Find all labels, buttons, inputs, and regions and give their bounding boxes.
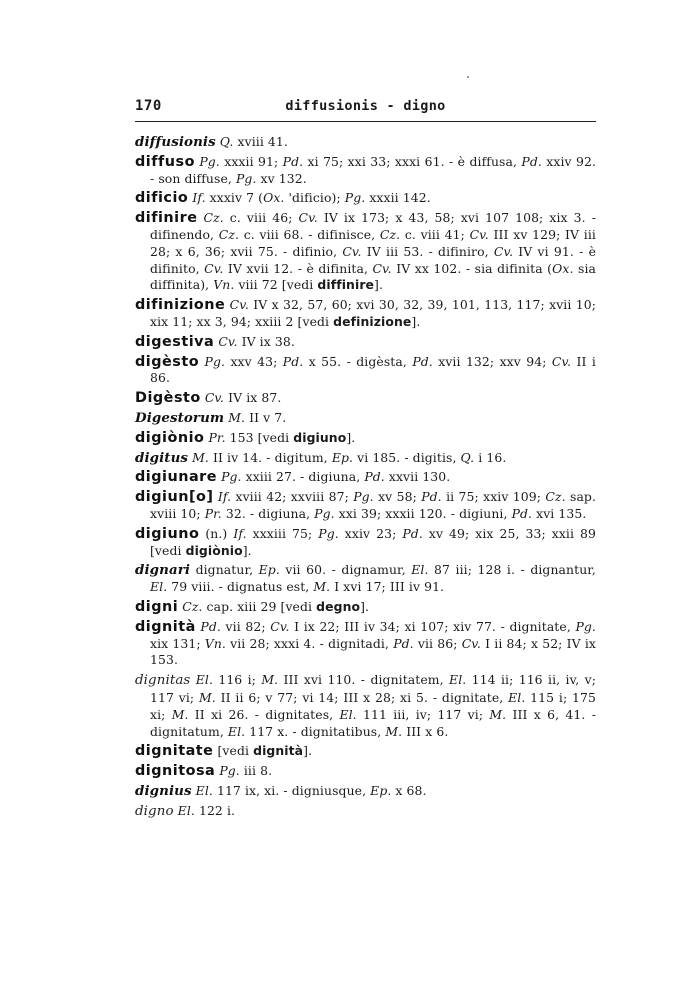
cross-reference: dignità xyxy=(253,743,304,759)
source-abbrev: Pg. xyxy=(199,153,220,169)
entry-text: II ii 6; v 77; vi 14; III x 28; xi 5. - dignitate, xyxy=(215,689,509,705)
entry-text: xxxiv 7 ( xyxy=(205,190,264,206)
entry-text: 115 i; 175 xi; xyxy=(150,689,596,722)
entry-text: i 16. xyxy=(474,449,507,465)
entry-text: (n.) xyxy=(199,525,234,541)
entry-text: IV xvii 12. - è difinita, xyxy=(223,260,373,276)
source-abbrev: Pd. xyxy=(412,353,433,369)
source-abbrev: El. xyxy=(195,672,213,688)
entry-text: 114 ii; 116 ii, iv, v; 117 vi; xyxy=(150,672,596,705)
entry-text: c. viii 68. - difinisce, xyxy=(239,226,380,242)
entry-dignari xyxy=(135,562,596,596)
entry-text: IV xx 102. - sia difinita ( xyxy=(391,260,553,276)
source-abbrev: Ep. xyxy=(370,782,392,798)
source-abbrev: M. xyxy=(313,579,331,595)
source-abbrev: Pg. xyxy=(204,353,226,369)
entry-text: ]. xyxy=(411,313,421,329)
entry-Digestorum xyxy=(135,410,596,427)
entry-text: 117 ix, xi. - digniusque, xyxy=(212,782,371,798)
entry-text: IV ix 87. xyxy=(224,390,282,406)
entry-difinizione xyxy=(135,297,596,331)
cross-reference: definizione xyxy=(333,313,412,329)
entry-text: II v 7. xyxy=(245,409,287,425)
entry-dignitosa xyxy=(135,763,596,780)
source-abbrev: Cv. xyxy=(270,618,290,634)
source-abbrev: Cv. xyxy=(551,353,572,369)
entry-digni xyxy=(135,599,596,616)
entry-diffuso xyxy=(135,154,596,188)
source-abbrev: Cv. xyxy=(204,390,225,406)
source-abbrev: M. xyxy=(489,706,507,722)
entry-text: ]. xyxy=(303,743,313,759)
source-abbrev: M. xyxy=(261,672,279,688)
headword: dignitas xyxy=(135,673,191,689)
entry-text: ]. xyxy=(360,598,370,614)
source-abbrev: Cv. xyxy=(204,260,224,276)
headword: digèsto xyxy=(135,353,200,370)
speck-mark xyxy=(467,76,469,78)
source-abbrev: If. xyxy=(192,190,206,206)
source-abbrev: Ep. xyxy=(258,562,280,578)
source-abbrev: Cz. xyxy=(218,226,240,242)
source-abbrev: El. xyxy=(195,782,213,798)
source-abbrev: Cv. xyxy=(342,243,362,259)
entry-text: c. viii 41; xyxy=(400,226,470,242)
source-abbrev: Q. xyxy=(219,134,234,149)
source-abbrev: Q. xyxy=(460,449,475,465)
entry-text: dignatur, xyxy=(190,562,259,578)
entry-text: 87 iii; 128 i. - dignantur, xyxy=(428,562,596,578)
source-abbrev: Pg. xyxy=(235,170,257,186)
entry-text: vii 86; xyxy=(413,635,462,651)
entry-text: xxv 43; xyxy=(225,353,283,369)
entry-dificio xyxy=(135,190,596,207)
source-abbrev: Cv. xyxy=(493,243,514,259)
source-abbrev: If. xyxy=(217,489,232,505)
entry-text: III x 6. xyxy=(402,723,449,739)
headword: digiun[o] xyxy=(135,489,214,506)
entry-text: x 55. - digèsta, xyxy=(303,353,413,369)
entry-digestiva xyxy=(135,334,596,351)
entry-text: III xvi 110. - dignitatem, xyxy=(278,672,450,688)
entry-dignius xyxy=(135,783,596,800)
source-abbrev: Ep. xyxy=(331,449,354,465)
entry-text: sap. xviii 10; xyxy=(150,489,597,521)
headword: Digèsto xyxy=(135,390,201,407)
entry-text: II iv 14. - digitum, xyxy=(208,449,332,465)
entry-text: xxi 39; xxxii 120. - digiuni, xyxy=(334,505,512,521)
source-abbrev: Pd. xyxy=(393,635,414,651)
source-abbrev: Pg. xyxy=(219,763,240,779)
entry-text: III x 6, 41. - dignitatum, xyxy=(150,706,596,739)
page-number: 170 xyxy=(135,98,162,114)
entry-text: 32. - digiuna, xyxy=(221,505,315,521)
entry-text: x 68. xyxy=(391,782,427,798)
entry-text: I xvi 17; III iv 91. xyxy=(330,579,445,595)
source-abbrev: M. xyxy=(199,689,216,705)
headword: difinire xyxy=(135,210,198,227)
entry-text: xxxiii 75; xyxy=(246,525,319,541)
entry-text: xvii 132; xxv 94; xyxy=(432,353,552,369)
entry-dignita xyxy=(135,619,596,669)
cross-reference: digiuno xyxy=(293,429,347,445)
source-abbrev: Vn. xyxy=(204,635,226,651)
source-abbrev: Pg. xyxy=(353,489,374,505)
entry-digionio xyxy=(135,430,596,447)
source-abbrev: Pd. xyxy=(402,525,423,541)
entry-text: [vedi xyxy=(213,743,254,759)
source-abbrev: Cv. xyxy=(229,297,249,313)
source-abbrev: El. xyxy=(150,579,168,595)
entry-text: 'dificio); xyxy=(284,190,345,206)
entry-text: vi 185. - digitis, xyxy=(353,449,461,465)
source-abbrev: Pd. xyxy=(200,618,221,634)
source-abbrev: M. xyxy=(385,723,403,739)
source-abbrev: Cz. xyxy=(545,489,566,505)
source-abbrev: El. xyxy=(339,706,357,722)
entry-text: xv 58; xyxy=(373,489,422,505)
entry-text: ]. xyxy=(346,429,356,445)
entry-text: xxiii 27. - digiuna, xyxy=(241,469,365,485)
source-abbrev: El. xyxy=(449,672,467,688)
source-abbrev: Ox. xyxy=(263,190,285,206)
source-abbrev: Pd. xyxy=(511,505,533,521)
source-abbrev: Pd. xyxy=(364,469,385,485)
source-abbrev: El. xyxy=(411,562,429,578)
headword: dignitosa xyxy=(135,763,216,780)
running-head: diffusionis - digno xyxy=(285,98,446,114)
entry-text: ]. xyxy=(242,542,252,558)
entry-diffusionis xyxy=(135,134,596,151)
source-abbrev: Cv. xyxy=(218,333,238,349)
entry-text: IV ix 173; x 43, 58; xvi 107 108; xix 3. - difinendo, xyxy=(150,210,596,242)
entry-text: xxvii 130. xyxy=(384,469,451,485)
headword: digiunare xyxy=(135,469,218,486)
entry-text: xvi 135. xyxy=(532,505,587,521)
source-abbrev: Cv. xyxy=(298,210,318,226)
source-abbrev: Pg. xyxy=(314,505,335,521)
source-abbrev: Cz. xyxy=(203,210,224,226)
source-abbrev: Pr. xyxy=(208,429,226,445)
entry-digiunare xyxy=(135,469,596,486)
entry-text: 153 [vedi xyxy=(225,429,294,445)
entry-digiuno-n xyxy=(135,526,596,560)
entry-text: III xv 129; IV iii 28; x 6, 36; xvii 75. - difinio, xyxy=(150,226,596,259)
cross-reference: diffinire xyxy=(317,277,375,293)
source-abbrev: Cv. xyxy=(469,226,489,242)
entry-text: ]. xyxy=(374,277,384,293)
entry-digno xyxy=(135,803,596,821)
entry-text: xi 75; xxi 33; xxxi 61. - è diffusa, xyxy=(303,153,522,169)
entry-text: sia diffinita), xyxy=(150,260,596,293)
source-abbrev: Pg. xyxy=(318,525,339,541)
source-abbrev: M. xyxy=(171,706,189,722)
entry-dignitas xyxy=(135,672,596,740)
source-abbrev: El. xyxy=(508,689,526,705)
headword: dignius xyxy=(135,782,192,799)
entry-digesto xyxy=(135,354,596,388)
entry-digitus xyxy=(135,450,596,467)
entry-text: xix 131; xyxy=(150,635,205,651)
source-abbrev: Pd. xyxy=(282,353,304,369)
source-abbrev: Vn. xyxy=(213,277,235,293)
source-abbrev: Pg. xyxy=(575,618,596,634)
source-abbrev: Cv. xyxy=(372,260,392,276)
entry-text: xxiv 92. - son diffuse, xyxy=(150,153,597,186)
header-rule xyxy=(135,121,596,122)
source-abbrev: Pr. xyxy=(204,505,222,521)
headword: dignitate xyxy=(135,743,214,760)
headword: digestiva xyxy=(135,333,215,350)
headword: digitus xyxy=(135,449,189,466)
source-abbrev: Cz. xyxy=(379,226,401,242)
entry-text: viii 72 [vedi xyxy=(234,277,318,293)
entry-text: ii 75; xxiv 109; xyxy=(441,489,546,505)
page-header xyxy=(135,98,596,118)
entry-text: xviii 42; xxviii 87; xyxy=(231,489,354,505)
entry-text: IV x 32, 57, 60; xvi 30, 32, 39, 101, 113, 117; xvii 10; xix 11; xx 3, 94; xxiii 2 [vedi xyxy=(150,297,596,329)
headword: dignari xyxy=(135,562,191,579)
headword: dignità xyxy=(135,618,196,635)
entry-difinire xyxy=(135,210,596,294)
entry-text: II i 86. xyxy=(150,353,596,386)
source-abbrev: Cv. xyxy=(461,635,481,651)
entry-text: c. viii 46; xyxy=(223,210,299,226)
entry-text: vii 60. - dignamur, xyxy=(279,562,412,578)
entry-text: xviii 41. xyxy=(233,134,288,149)
entry-text: IV iii 53. - difiniro, xyxy=(361,243,494,259)
entry-text: vii 82; xyxy=(220,618,271,634)
headword: dificio xyxy=(135,190,189,207)
headword: diffusionis xyxy=(135,134,216,150)
entry-digiuno-agg xyxy=(135,489,596,523)
headword: digno xyxy=(135,803,174,819)
headword: difinizione xyxy=(135,297,226,314)
source-abbrev: El. xyxy=(177,802,195,818)
cross-reference: digiònio xyxy=(185,542,243,558)
entry-dignitate xyxy=(135,743,596,760)
entry-text: iii 8. xyxy=(239,763,273,779)
entry-text: xxiv 23; xyxy=(338,525,403,541)
entry-list xyxy=(135,134,596,823)
source-abbrev: M. xyxy=(228,409,246,425)
entry-text: xxxii 91; xyxy=(219,153,283,169)
entry-text: xxxii 142. xyxy=(365,190,431,206)
source-abbrev: Pg. xyxy=(221,469,242,485)
entry-text: xv 132. xyxy=(256,170,307,186)
entry-text: vii 28; xxxi 4. - dignitadi, xyxy=(225,635,394,651)
source-abbrev: Pd. xyxy=(282,153,304,169)
entry-text: 111 iii, iv; 117 vi; xyxy=(356,706,490,722)
source-abbrev: Cz. xyxy=(182,598,203,614)
source-abbrev: Pg. xyxy=(344,190,366,206)
entry-text: xv 49; xix 25, 33; xxii 89 [vedi xyxy=(150,525,596,558)
headword: digni xyxy=(135,598,179,615)
entry-text: I ix 22; III iv 34; xi 107; xiv 77. - dignitate, xyxy=(289,618,576,634)
entry-text: 79 viii. - dignatus est, xyxy=(167,579,314,595)
headword: diffuso xyxy=(135,153,195,170)
source-abbrev: M. xyxy=(192,449,209,465)
entry-text: 116 i; xyxy=(212,672,262,688)
cross-reference: degno xyxy=(316,598,361,614)
entry-text: IV ix 38. xyxy=(237,333,295,349)
headword: digiuno xyxy=(135,525,200,542)
headword: digiònio xyxy=(135,429,205,446)
source-abbrev: If. xyxy=(233,525,247,541)
entry-Digesto xyxy=(135,390,596,407)
entry-text: IV vi 91. - è difinito, xyxy=(150,243,596,276)
source-abbrev: Pd. xyxy=(421,489,442,505)
entry-text: 122 i. xyxy=(194,802,236,818)
entry-text: I ii 84; x 52; IV ix 153. xyxy=(150,635,596,668)
source-abbrev: Ox. xyxy=(552,260,574,276)
entry-text: 117 x. - dignitatibus, xyxy=(245,723,386,739)
source-abbrev: Pd. xyxy=(521,153,542,169)
headword: Digestorum xyxy=(135,409,225,426)
source-abbrev: El. xyxy=(227,723,246,739)
entry-text: II xi 26. - dignitates, xyxy=(188,706,340,722)
entry-text: cap. xiii 29 [vedi xyxy=(202,598,317,614)
